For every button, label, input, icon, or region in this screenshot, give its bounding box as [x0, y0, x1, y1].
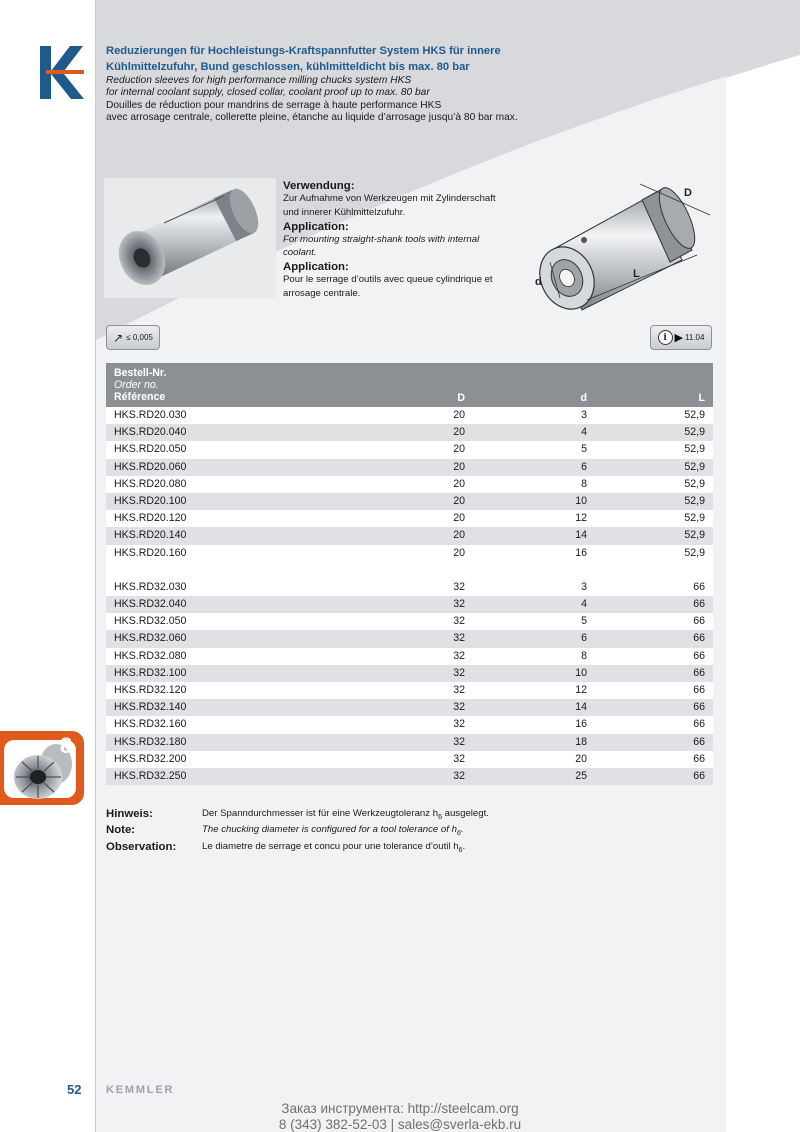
table-row: [106, 476, 713, 493]
title-en-line2: for internal coolant supply, closed collar, coolant proof up to max. 80 bar: [106, 87, 430, 99]
cell-order: HKS.RD20.120: [114, 512, 187, 525]
header-order-en: Order no.: [114, 378, 159, 391]
page-header: [106, 44, 706, 124]
cell-D: 20: [453, 529, 465, 542]
header-order-de: Bestell-Nr.: [114, 367, 167, 379]
cell-d: 12: [575, 684, 587, 696]
cell-order: HKS.RD20.100: [114, 494, 187, 507]
cell-D: 20: [453, 546, 465, 559]
cell-L: 66: [693, 769, 705, 782]
note-en-label: Note:: [106, 824, 136, 837]
tolerance-badge: [106, 325, 160, 350]
table-row: [106, 459, 713, 476]
cell-L: 52,9: [684, 494, 705, 507]
table-row: [106, 424, 713, 441]
cell-L: 66: [693, 666, 705, 679]
header-L: L: [698, 392, 705, 404]
usage-en-line2: coolant.: [283, 247, 317, 259]
notes-section: [106, 808, 706, 857]
cell-d: 6: [581, 632, 587, 645]
table-group-rd20: [106, 407, 713, 562]
cell-order: HKS.RD32.180: [114, 735, 187, 748]
cell-order: HKS.RD32.050: [114, 615, 187, 628]
cell-L: 66: [693, 684, 705, 696]
product-table: [106, 363, 713, 785]
cell-order: HKS.RD20.080: [114, 477, 187, 490]
table-row: [106, 545, 713, 562]
cell-order: HKS.RD32.250: [114, 769, 187, 782]
cell-order: HKS.RD20.050: [114, 443, 187, 456]
cell-L: 52,9: [684, 409, 705, 421]
cell-order: HKS.RD32.120: [114, 684, 187, 696]
cell-D: 32: [453, 752, 465, 765]
cell-order: HKS.RD32.140: [114, 701, 187, 714]
technical-drawing: [532, 170, 732, 320]
cell-L: 52,9: [684, 426, 705, 439]
note-de-text: Der Spanndurchmesser ist für eine Werkzeugtoleranz $h_6$ ausgelegt.: [202, 808, 489, 821]
cell-L: 52,9: [684, 443, 705, 456]
header-D: D: [457, 392, 465, 404]
cell-d: 5: [581, 615, 587, 628]
cell-order: HKS.RD20.160: [114, 546, 187, 559]
cell-L: 66: [693, 615, 705, 628]
cell-d: 12: [575, 512, 587, 525]
usage-fr-line2: arrosage centrale.: [283, 287, 361, 299]
cell-L: 52,9: [684, 477, 705, 490]
section-number: 8: [60, 733, 73, 758]
table-row: [106, 682, 713, 699]
cell-d: 4: [581, 426, 587, 439]
page-number: 52: [67, 1082, 82, 1097]
cell-order: HKS.RD32.100: [114, 666, 187, 679]
cell-d: 16: [575, 718, 587, 731]
table-row: [106, 441, 713, 458]
cell-d: 18: [575, 735, 587, 748]
cell-d: 14: [575, 529, 587, 542]
cell-order: HKS.RD20.030: [114, 409, 187, 421]
cell-L: 66: [693, 735, 705, 748]
table-spacer: [106, 562, 713, 579]
cell-D: 32: [453, 615, 465, 628]
cell-D: 20: [453, 460, 465, 473]
cell-order: HKS.RD20.060: [114, 460, 187, 473]
cell-D: 20: [453, 426, 465, 439]
reference-badge[interactable]: [650, 325, 712, 350]
table-row: [106, 527, 713, 544]
cell-D: 20: [453, 443, 465, 456]
cell-L: 52,9: [684, 460, 705, 473]
note-fr-text: Le diametre de serrage et concu pour une tolerance d’outil $h_6$.: [202, 840, 466, 854]
title-de-line1: Reduzierungen für Hochleistungs-Kraftspannfutter System HKS für innere: [106, 45, 501, 57]
cell-d: 20: [575, 752, 587, 765]
cell-D: 32: [453, 701, 465, 714]
usage-fr-line1: Pour le serrage d’outils avec queue cylindrique et: [283, 274, 493, 286]
cell-d: 10: [575, 494, 587, 507]
cell-order: HKS.RD20.140: [114, 529, 187, 542]
cell-L: 52,9: [684, 512, 705, 525]
cell-d: 25: [575, 769, 587, 782]
table-row: [106, 493, 713, 510]
arrow-right-icon: ▶: [674, 332, 684, 344]
usage-de-line1: Zur Aufnahme von Werkzeugen mit Zylinderschaft: [283, 193, 496, 204]
title-fr-line2: avec arrosage centrale, collerette pleine, étanche au liquide d’arrosage jusqu’à 80 bar max.: [106, 111, 518, 123]
table-row: [106, 699, 713, 716]
tolerance-value: ≤ 0,005: [126, 333, 153, 342]
cell-order: HKS.RD32.200: [114, 752, 187, 765]
table-group-rd32: [106, 579, 713, 785]
table-row: [106, 613, 713, 630]
cell-L: 66: [693, 649, 705, 662]
cell-order: HKS.RD20.040: [114, 426, 187, 439]
cell-d: 10: [575, 666, 587, 679]
cell-d: 8: [581, 477, 587, 490]
cell-order: HKS.RD32.060: [114, 632, 187, 645]
table-row: [106, 510, 713, 527]
footer-order-line: Заказ инструмента: http://steelcam.org: [281, 1101, 519, 1116]
header-d: d: [580, 392, 587, 404]
reference-value: 11.04: [685, 333, 705, 342]
brand-name: KEMMLER: [106, 1084, 175, 1096]
table-row: [106, 407, 713, 424]
cell-L: 66: [693, 598, 705, 611]
table-row: [106, 768, 713, 785]
cell-d: 5: [581, 443, 587, 456]
note-en-text: The chucking diameter is configured for a tool tolerance of $h_6$.: [202, 824, 464, 838]
table-row: [106, 596, 713, 613]
product-photo: [104, 178, 276, 298]
cell-d: 16: [575, 546, 587, 559]
table-row: [106, 751, 713, 768]
info-icon: i: [658, 330, 673, 345]
title-fr-line1: Douilles de réduction pour mandrins de serrage à haute performance HKS: [106, 99, 442, 111]
cell-order: HKS.RD32.080: [114, 649, 187, 662]
cell-L: 52,9: [684, 546, 705, 559]
table-row: [106, 734, 713, 751]
cell-d: 4: [581, 598, 587, 611]
cell-D: 32: [453, 769, 465, 782]
cell-order: HKS.RD32.030: [114, 580, 187, 593]
cell-d: 3: [581, 409, 587, 421]
kemmler-k-logo: [40, 46, 84, 99]
cell-L: 66: [693, 752, 705, 765]
cell-L: 66: [693, 632, 705, 645]
cell-d: 14: [575, 701, 587, 714]
cell-order: HKS.RD32.160: [114, 718, 187, 731]
usage-fr-title: Application:: [283, 261, 349, 274]
title-de-line2: Kühlmittelzufuhr, Bund geschlossen, kühlmitteldicht bis max. 80 bar: [106, 60, 470, 73]
usage-en-line1: For mounting straight-shank tools with internal: [283, 233, 480, 245]
table-row: [106, 648, 713, 665]
table-row: [106, 579, 713, 596]
cell-D: 32: [453, 649, 465, 662]
cell-L: 66: [693, 701, 705, 714]
cell-D: 32: [453, 666, 465, 679]
usage-de-title: Verwendung:: [283, 180, 355, 192]
usage-description: [283, 180, 531, 302]
cell-d: 6: [581, 460, 587, 473]
table-row: [106, 630, 713, 647]
cell-D: 20: [453, 494, 465, 507]
usage-en-title: Application:: [283, 220, 349, 233]
dim-label-d: d: [535, 276, 542, 288]
cell-D: 20: [453, 512, 465, 525]
tolerance-arrow-icon: ↗: [113, 330, 124, 345]
dim-label-L: L: [633, 268, 640, 280]
cell-D: 20: [453, 477, 465, 490]
title-en-line1: Reduction sleeves for high performance milling chucks system HKS: [106, 75, 412, 86]
cell-L: 66: [693, 718, 705, 731]
note-fr-label: Observation:: [106, 840, 177, 853]
cell-L: 52,9: [684, 529, 705, 542]
cell-D: 20: [453, 409, 465, 421]
table-header: [106, 363, 713, 407]
footer-contact-line: 8 (343) 382-52-03 | sales@sverla-ekb.ru: [278, 1117, 522, 1132]
cell-order: HKS.RD32.040: [114, 598, 187, 611]
usage-de-line2: und innerer Kühlmittelzufuhr.: [283, 206, 406, 218]
table-row: [106, 665, 713, 682]
note-de-label: Hinweis:: [106, 808, 153, 820]
cell-D: 32: [453, 718, 465, 731]
cell-D: 32: [453, 684, 465, 696]
cell-L: 66: [693, 580, 705, 593]
dim-label-D: D: [684, 187, 692, 199]
cell-D: 32: [453, 580, 465, 593]
cell-D: 32: [453, 632, 465, 645]
cell-D: 32: [453, 598, 465, 611]
cell-d: 3: [581, 580, 587, 593]
table-row: [106, 716, 713, 733]
cell-D: 32: [453, 735, 465, 748]
cell-d: 8: [581, 649, 587, 662]
left-margin: [0, 0, 96, 1132]
header-order-fr: Référence: [114, 390, 166, 403]
